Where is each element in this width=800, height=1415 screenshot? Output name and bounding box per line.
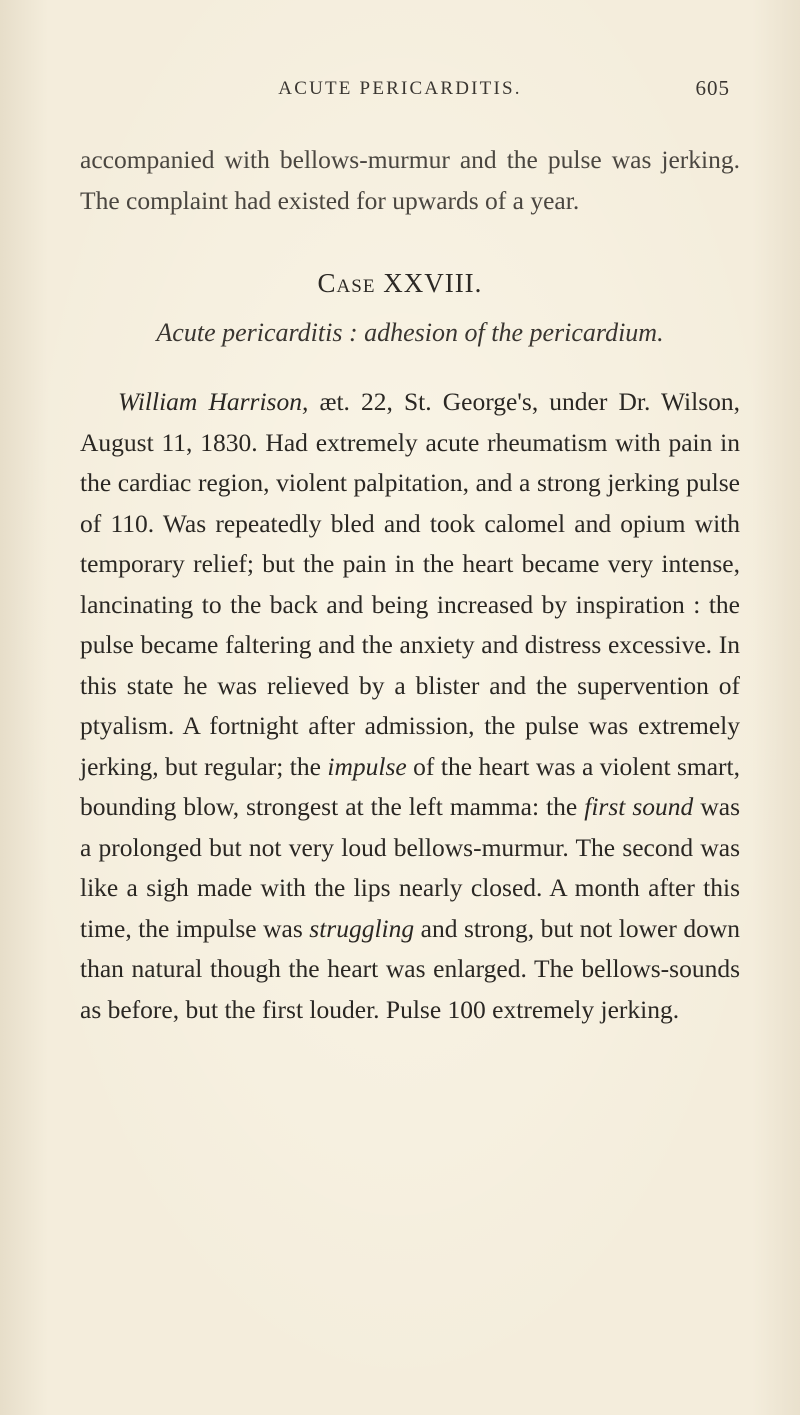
term-impulse: impulse [327, 751, 407, 781]
patient-name: William Harrison, [118, 387, 309, 416]
case-title-prefix: Case [317, 268, 376, 298]
body-segment-2: of the heart was a violent smart, bounding blow, strongest at the left mamma: the [80, 751, 740, 821]
body-segment-4: and strong, but not lower down than natural though the heart was enlarged. The bellows-sounds as before, but the first louder. Pulse 100 extremely jerking. [80, 913, 740, 1024]
running-head: ACUTE PERICARDITIS. [278, 78, 522, 99]
body-segment-3: was a prolonged but not very loud bellows-murmur. The second was like a sigh made with the lips nearly closed. A month after this time, the impulse was [80, 792, 740, 943]
case-body [80, 382, 740, 1030]
intro-paragraph [80, 140, 740, 221]
body-segment-1: æt. 22, St. George's, under Dr. Wilson, August 11, 1830. Had extremely acute rheumatism with pain in the cardiac region, violent palpitation, and a strong jerking pulse of 110. Was repeatedly bled and took calomel and opium with temporary relief; but the pain in the heart became very intense, lancinating to the back and being increased by inspiration : the pulse became faltering and the anxiety and distress excessive. In this state he was relieved by a blister and the supervention of ptyalism. A fortnight after admission, the pulse was extremely jerking, but regular; the [80, 387, 740, 781]
term-struggling: struggling [309, 913, 415, 943]
term-first-sound: first sound [584, 792, 694, 821]
page-header [0, 78, 800, 110]
case-title [0, 268, 800, 299]
page-number: 605 [695, 76, 730, 100]
intro-text: accompanied with bellows-murmur and the pulse was jerking. The complaint had existed for upwards of a year. [80, 145, 740, 215]
case-paragraph [80, 382, 740, 1030]
case-subtitle: Acute pericarditis : adhesion of the pericardium. [156, 318, 664, 347]
case-title-number: XXVIII. [383, 268, 483, 298]
